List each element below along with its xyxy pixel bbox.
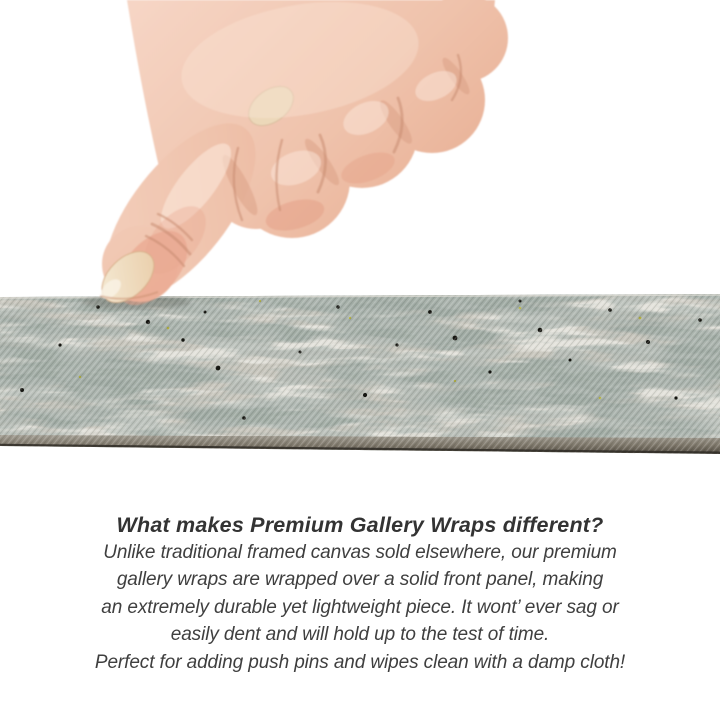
info-heading: What makes Premium Gallery Wraps different? xyxy=(116,513,604,537)
info-line: Unlike traditional framed canvas sold elsewhere, our premium xyxy=(103,542,617,563)
info-line: Perfect for adding push pins and wipes clean with a damp cloth! xyxy=(94,651,626,673)
info-line: gallery wraps are wrapped over a solid front panel, making xyxy=(116,569,604,591)
info-line: easily dent and will hold up to the test of time. xyxy=(170,624,550,646)
info-block xyxy=(0,511,720,676)
info-line: an extremely durable yet lightweight piece. It wont’ ever sag or xyxy=(101,596,619,618)
hand-photo xyxy=(0,0,720,316)
